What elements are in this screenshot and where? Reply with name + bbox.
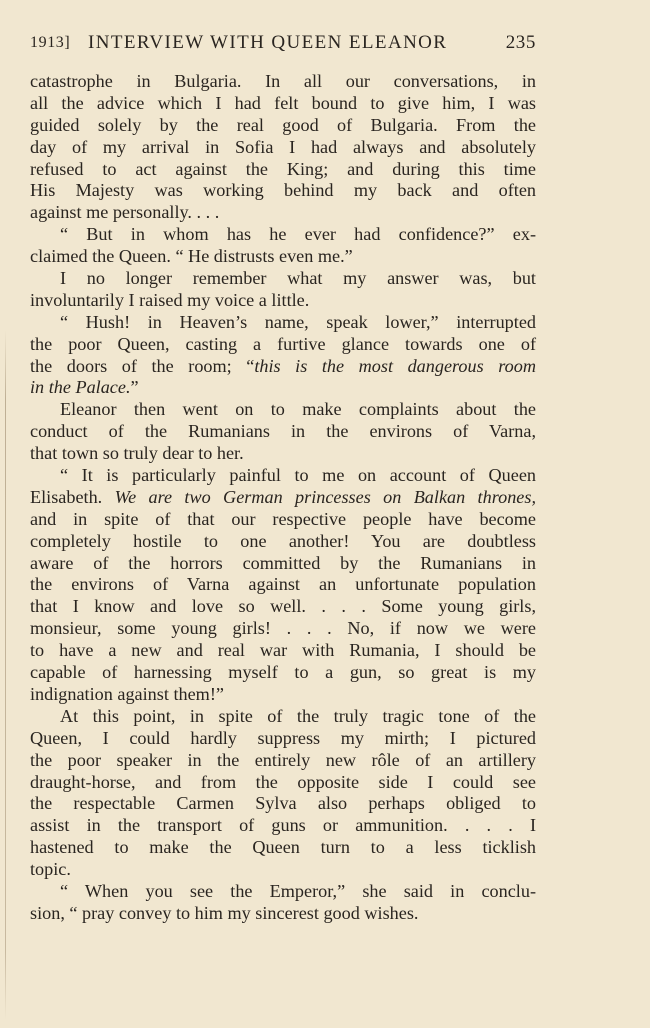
text-line (30, 531, 536, 553)
text-line-content: draught-horse, and from the opposite side I could see (30, 771, 536, 792)
text-line-content: to have a new and real war with Rumania, I should be (30, 640, 536, 661)
text-line-content: “ It is particularly painful to me on account of Queen (60, 465, 536, 486)
text-line (30, 93, 536, 115)
text-line (30, 334, 536, 356)
text-line-content: “ Hush! in Heaven’s name, speak lower,” interrupted (60, 311, 536, 332)
text-line-content: “ When you see the Emperor,” she said in conclu- (60, 880, 536, 901)
text-line-content: refused to act against the King; and during this time (30, 158, 536, 179)
header-title: INTERVIEW WITH QUEEN ELEANOR (88, 32, 448, 53)
text-line (30, 399, 536, 421)
text-line-content: monsieur, some young girls! . . . No, if now we were (30, 618, 536, 639)
text-line-content: guided solely by the real good of Bulgaria. From the (30, 114, 536, 135)
text-line (30, 728, 536, 750)
text-line (30, 246, 536, 268)
text-line (30, 137, 536, 159)
text-line (30, 640, 536, 662)
text-line-after: ” (130, 377, 139, 398)
text-line (30, 903, 536, 925)
text-line (30, 684, 536, 706)
text-line-content: I no longer remember what my answer was, but (60, 268, 536, 289)
text-line-content: Queen, I could hardly suppress my mirth; I pictured (30, 727, 536, 748)
header-year: 1913] (30, 34, 71, 51)
text-line-content: the poor Queen, casting a furtive glance towards one of (30, 333, 536, 354)
text-line (30, 793, 536, 815)
text-line (30, 859, 536, 881)
text-line-content: His Majesty was working behind my back and often (30, 180, 536, 201)
text-line-content: against me personally. . . . (30, 202, 220, 223)
text-line (30, 224, 536, 246)
text-line (30, 815, 536, 837)
running-header (30, 32, 536, 58)
text-line-content: conduct of the Rumanians in the environs of Varna, (30, 421, 536, 442)
text-line-content: the poor speaker in the entirely new rôle of an artillery (30, 749, 536, 770)
text-line (30, 202, 536, 224)
text-line-content: the environs of Varna against an unfortunate population (30, 574, 536, 595)
text-line (30, 115, 536, 137)
text-line-content: claimed the Queen. “ He distrusts even me.” (30, 246, 353, 267)
text-line-content: the doors of the room; “ (30, 355, 255, 376)
text-line (30, 596, 536, 618)
text-line-content: Eleanor then went on to make complaints about the (60, 399, 536, 420)
text-line (30, 574, 536, 596)
text-line-content: hastened to make the Queen turn to a less ticklish (30, 837, 536, 858)
text-line (30, 618, 536, 640)
text-line-content: all the advice which I had felt bound to give him, I was (30, 92, 536, 113)
text-line-content: “ But in whom has he ever had confidence?” ex- (60, 224, 536, 245)
text-line-content: At this point, in spite of the truly tragic tone of the (60, 705, 536, 726)
text-line-content: assist in the transport of guns or ammunition. . . . I (30, 815, 536, 836)
text-line-content: completely hostile to one another! You are doubtless (30, 530, 536, 551)
text-line (30, 268, 536, 290)
text-line (30, 553, 536, 575)
text-line-content: indignation against them!” (30, 683, 224, 704)
text-line (30, 71, 536, 93)
text-line (30, 290, 536, 312)
text-line-italic: We are two German princesses on Balkan thrones, (114, 486, 536, 507)
text-line (30, 356, 536, 378)
text-line-content: catastrophe in Bulgaria. In all our conversations, in (30, 71, 536, 91)
text-line (30, 750, 536, 772)
text-line (30, 881, 536, 903)
text-line (30, 443, 536, 465)
text-line (30, 377, 536, 399)
text-line (30, 159, 536, 181)
text-line (30, 706, 536, 728)
text-line-content: day of my arrival in Sofia I had always and absolutely (30, 136, 536, 157)
text-line-content: Elisabeth. (30, 486, 115, 507)
page-gutter-edge (5, 330, 6, 1020)
text-line-content: involuntarily I raised my voice a little. (30, 289, 310, 310)
text-line (30, 312, 536, 334)
text-line-content: that I know and love so well. . . . Some young girls, (30, 596, 536, 617)
text-line-content: capable of harnessing myself to a gun, so great is my (30, 662, 536, 683)
text-line (30, 421, 536, 443)
page-number: 235 (505, 32, 536, 53)
text-line (30, 662, 536, 684)
text-line-content: sion, “ pray convey to him my sincerest good wishes. (30, 902, 419, 923)
text-line-content: and in spite of that our respective people have become (30, 508, 536, 529)
text-line (30, 509, 536, 531)
text-line-italic: this is the most dangerous room (254, 355, 536, 376)
text-line (30, 180, 536, 202)
text-line (30, 487, 536, 509)
text-line-italic: in the Palace. (30, 377, 131, 398)
text-line-content: aware of the horrors committed by the Rumanians in (30, 552, 536, 573)
body-text (30, 71, 536, 925)
text-line (30, 465, 536, 487)
text-line (30, 772, 536, 794)
text-line (30, 837, 536, 859)
text-line-content: topic. (30, 859, 71, 880)
text-line-content: the respectable Carmen Sylva also perhaps obliged to (30, 793, 536, 814)
text-line-content: that town so truly dear to her. (30, 443, 244, 464)
